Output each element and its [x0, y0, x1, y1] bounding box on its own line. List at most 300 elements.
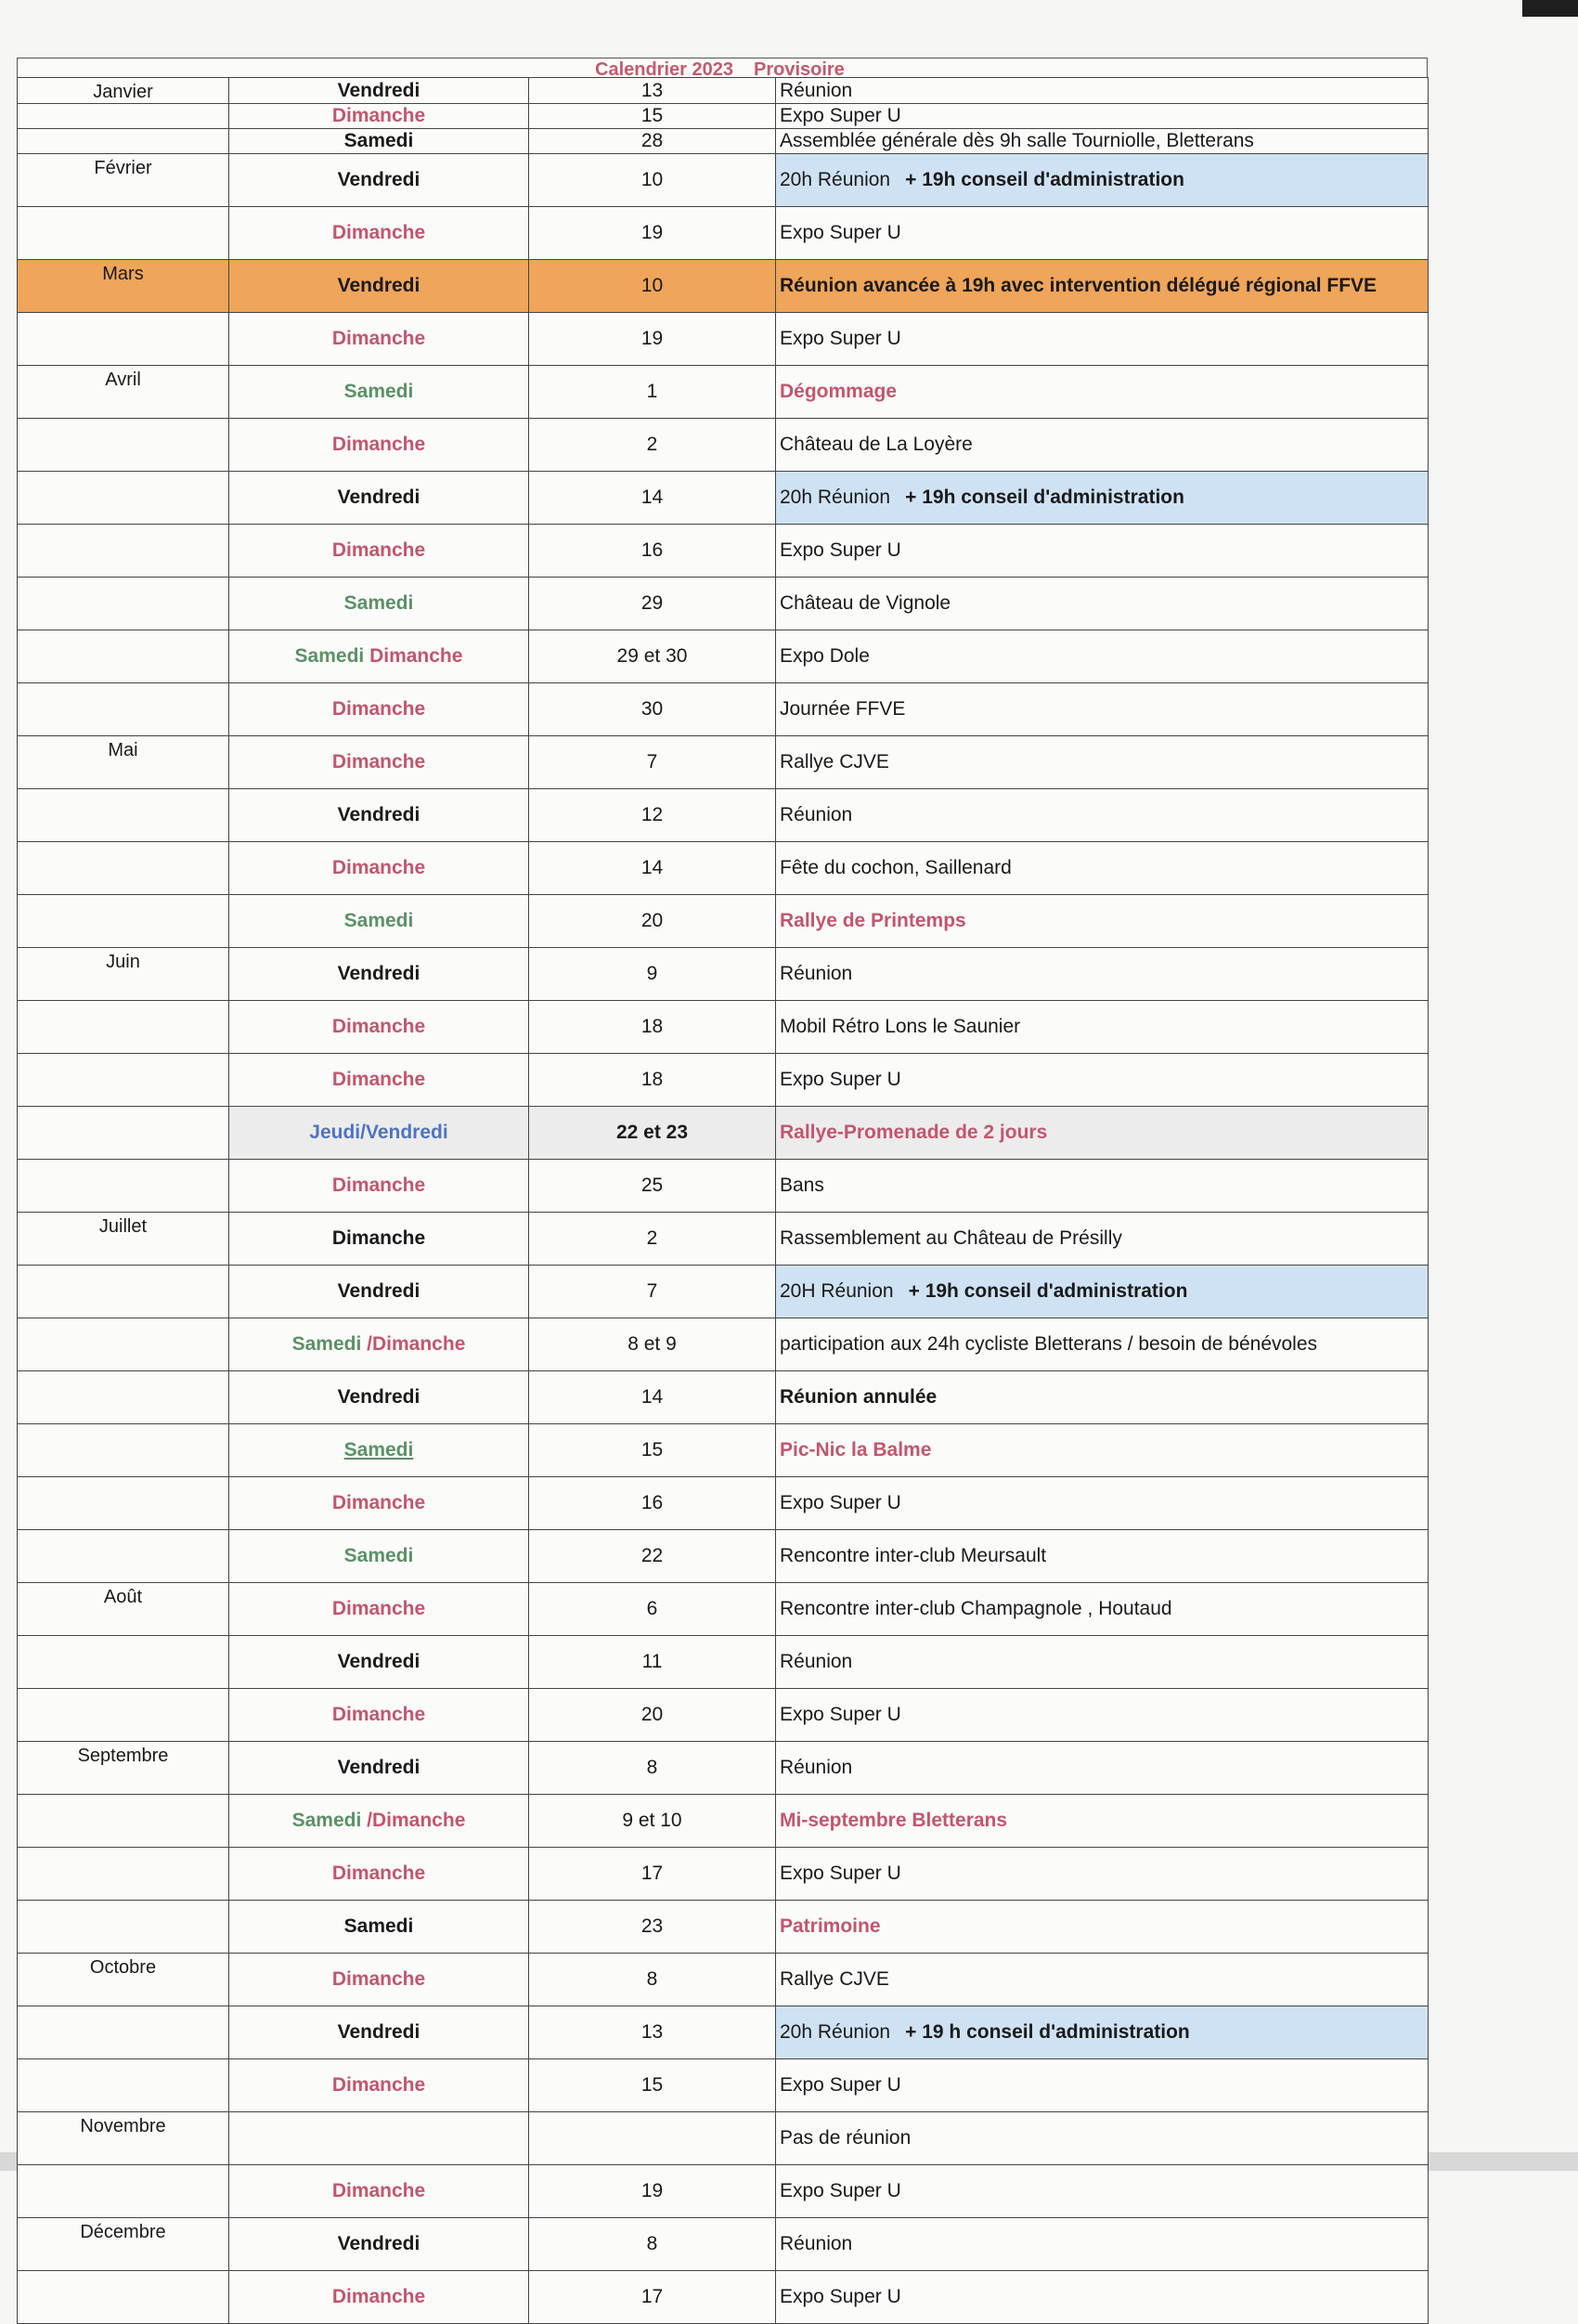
event-cell: [776, 2271, 1429, 2324]
month-label: Décembre: [80, 2222, 166, 2242]
date-cell: [529, 366, 776, 419]
table-row: [18, 1160, 1429, 1213]
date-cell: [529, 1901, 776, 1954]
weekday-label: Vendredi: [337, 275, 420, 296]
date-value: 18: [640, 1069, 664, 1090]
event-text: Assemblée générale dès 9h salle Tourniolle, Bletterans: [780, 130, 1254, 151]
weekday-label: Dimanche: [331, 2180, 426, 2201]
month-cell: [18, 313, 229, 366]
month-cell: [18, 789, 229, 842]
table-row: [18, 789, 1429, 842]
title-main: Calendrier 2023: [595, 59, 733, 80]
event-cell: [776, 683, 1429, 736]
date-value: 8: [646, 2233, 658, 2254]
table-row: [18, 2165, 1429, 2218]
month-cell: [18, 2006, 229, 2059]
event-text: Réunion: [780, 79, 853, 101]
month-cell: [18, 129, 229, 154]
date-value: 16: [640, 539, 664, 561]
event-cell: [776, 419, 1429, 472]
month-cell: [18, 2165, 229, 2218]
weekday-label: Dimanche: [331, 328, 426, 349]
table-row: [18, 1001, 1429, 1054]
month-cell: [18, 366, 229, 419]
event-cell: [776, 104, 1429, 129]
date-cell: [529, 1954, 776, 2006]
page-title: [595, 59, 845, 81]
date-value: 16: [640, 1492, 664, 1513]
month-cell: [18, 525, 229, 578]
event-text: Rencontre inter-club Meursault: [780, 1545, 1047, 1566]
date-cell: [529, 578, 776, 630]
event-cell: [776, 2059, 1429, 2112]
event-text: Expo Dole: [780, 645, 870, 667]
month-cell: [18, 630, 229, 683]
weekday-label: Samedi: [291, 1333, 362, 1355]
date-cell: [529, 1213, 776, 1266]
table-row: [18, 1266, 1429, 1318]
event-text: Expo Super U: [780, 2180, 901, 2201]
event-cell: [776, 1530, 1429, 1583]
date-cell: [529, 1742, 776, 1795]
event-cell: [776, 736, 1429, 789]
weekday-label: Dimanche: [331, 1016, 426, 1037]
month-cell: [18, 1848, 229, 1901]
day-cell: [229, 472, 529, 525]
date-value: 23: [640, 1915, 664, 1937]
day-cell: [229, 2059, 529, 2112]
weekday-label: Vendredi: [337, 1386, 420, 1408]
event-cell: [776, 1266, 1429, 1318]
date-cell: [529, 948, 776, 1001]
date-value: 13: [640, 2021, 664, 2043]
month-cell: [18, 736, 229, 789]
day-cell: [229, 1054, 529, 1107]
event-text: Expo Super U: [780, 105, 901, 126]
event-cell: [776, 1742, 1429, 1795]
day-cell: [229, 2218, 529, 2271]
date-value: 11: [641, 1651, 663, 1672]
month-cell: [18, 895, 229, 948]
event-text: Réunion avancée à 19h avec intervention délégué régional FFVE: [780, 275, 1378, 296]
date-value: 8: [646, 1968, 658, 1990]
date-cell: [529, 736, 776, 789]
event-cell: [776, 1636, 1429, 1689]
event-text: 20h Réunion: [780, 169, 891, 190]
month-cell: [18, 104, 229, 129]
day-cell: [229, 1107, 529, 1160]
month-cell: [18, 1583, 229, 1636]
month-cell: [18, 1954, 229, 2006]
date-cell: [529, 129, 776, 154]
weekday-label: Jeudi/Vendredi: [309, 1122, 448, 1143]
day-cell: [229, 525, 529, 578]
title-sub: Provisoire: [753, 59, 845, 80]
table-row: [18, 1107, 1429, 1160]
event-cell: [776, 1160, 1429, 1213]
event-text: 20h Réunion: [780, 2021, 891, 2043]
weekday-label: Dimanche: [331, 1227, 426, 1249]
table-row: [18, 842, 1429, 895]
date-value: 19: [640, 2180, 664, 2201]
weekday-label: Vendredi: [337, 1651, 420, 1672]
date-value: 17: [640, 2286, 664, 2307]
event-cell: [776, 842, 1429, 895]
date-value: 15: [640, 2074, 664, 2096]
month-cell: [18, 683, 229, 736]
event-text: Expo Super U: [780, 328, 901, 349]
day-cell: [229, 1901, 529, 1954]
month-cell: [18, 1054, 229, 1107]
date-cell: [529, 472, 776, 525]
date-cell: [529, 1424, 776, 1477]
table-row: [18, 1477, 1429, 1530]
date-value: 15: [640, 105, 664, 126]
day-cell: [229, 1266, 529, 1318]
date-cell: [529, 78, 776, 104]
date-cell: [529, 313, 776, 366]
date-cell: [529, 2271, 776, 2324]
event-cell: [776, 578, 1429, 630]
event-text: Expo Super U: [780, 2286, 901, 2307]
event-extra-text: + 19h conseil d'administration: [905, 169, 1184, 190]
scan-edge-dark: [1522, 0, 1578, 17]
day-cell: [229, 1742, 529, 1795]
table-row: [18, 1636, 1429, 1689]
month-cell: [18, 1160, 229, 1213]
event-text: 20H Réunion: [780, 1280, 894, 1302]
event-text: Expo Super U: [780, 2074, 901, 2096]
event-cell: [776, 1213, 1429, 1266]
weekday-label: Dimanche: [331, 1704, 426, 1725]
month-cell: [18, 1266, 229, 1318]
day-cell: [229, 2006, 529, 2059]
date-cell: [529, 630, 776, 683]
weekday-label: Vendredi: [337, 804, 420, 825]
date-cell: [529, 154, 776, 207]
day-cell: [229, 1371, 529, 1424]
event-cell: [776, 472, 1429, 525]
table-row: [18, 1213, 1429, 1266]
day-cell: [229, 1213, 529, 1266]
date-value: 30: [640, 698, 664, 720]
table-row: [18, 207, 1429, 260]
table-row: [18, 1954, 1429, 2006]
month-cell: [18, 1742, 229, 1795]
table-row: [18, 1742, 1429, 1795]
day-cell: [229, 1318, 529, 1371]
event-cell: [776, 789, 1429, 842]
event-cell: [776, 1318, 1429, 1371]
table-row: [18, 1530, 1429, 1583]
table-row: [18, 1424, 1429, 1477]
day-cell: [229, 2165, 529, 2218]
event-cell: [776, 2006, 1429, 2059]
event-text: participation aux 24h cycliste Bletterans / besoin de bénévoles: [780, 1333, 1318, 1355]
day-cell: [229, 1477, 529, 1530]
table-row: [18, 129, 1429, 154]
event-cell: [776, 129, 1429, 154]
date-value: 9: [646, 963, 658, 984]
weekday-label: Vendredi: [337, 1280, 420, 1302]
date-value: 7: [646, 1280, 658, 1302]
weekday-label: Samedi: [343, 1545, 414, 1566]
day-cell: [229, 207, 529, 260]
event-text: Réunion: [780, 1757, 853, 1778]
table-row: [18, 1901, 1429, 1954]
day-cell: [229, 1848, 529, 1901]
date-value: 9 et 10: [622, 1810, 682, 1831]
weekday-label: Dimanche: [331, 1492, 426, 1513]
date-value: 20: [640, 1704, 664, 1725]
day-cell: [229, 1954, 529, 2006]
date-cell: [529, 1848, 776, 1901]
event-text: Pic-Nic la Balme: [780, 1439, 932, 1461]
month-label: Octobre: [89, 1957, 157, 1978]
weekday-label: Dimanche: [331, 1175, 426, 1196]
date-cell: [529, 1689, 776, 1742]
date-cell: [529, 1477, 776, 1530]
event-text: Bans: [780, 1175, 824, 1196]
weekday-label: Vendredi: [337, 79, 420, 101]
day-cell: [229, 948, 529, 1001]
date-cell: [529, 1636, 776, 1689]
event-cell: [776, 1477, 1429, 1530]
date-cell: [529, 1371, 776, 1424]
event-text: Expo Super U: [780, 1704, 901, 1725]
event-cell: [776, 1001, 1429, 1054]
event-text: Dégommage: [780, 381, 898, 402]
event-text: Rallye CJVE: [780, 751, 889, 773]
month-cell: [18, 842, 229, 895]
weekday-label: Dimanche: [331, 222, 426, 243]
month-cell: [18, 1477, 229, 1530]
day-cell: [229, 683, 529, 736]
day-cell: [229, 313, 529, 366]
date-value: 19: [640, 328, 664, 349]
month-cell: [18, 154, 229, 207]
weekday-label-second: Dimanche: [369, 645, 463, 667]
event-text: Expo Super U: [780, 1863, 901, 1884]
table-row: [18, 260, 1429, 313]
date-value: 7: [646, 751, 658, 773]
table-row: [18, 1848, 1429, 1901]
weekday-label: Samedi: [343, 1915, 414, 1937]
event-text: Rallye CJVE: [780, 1968, 889, 1990]
day-cell: [229, 630, 529, 683]
table-row: [18, 1583, 1429, 1636]
date-value: 28: [640, 130, 664, 151]
table-row: [18, 419, 1429, 472]
weekday-label: Dimanche: [331, 2074, 426, 2096]
weekday-label: Dimanche: [331, 1968, 426, 1990]
date-cell: [529, 2006, 776, 2059]
event-text: Réunion: [780, 1651, 853, 1672]
table-row: [18, 948, 1429, 1001]
date-value: 14: [640, 857, 664, 878]
event-cell: [776, 2218, 1429, 2271]
month-cell: [18, 1689, 229, 1742]
date-value: 22 et 23: [615, 1122, 689, 1143]
calendar-table: [17, 77, 1429, 2324]
event-cell: [776, 1583, 1429, 1636]
table-row: [18, 736, 1429, 789]
month-label: Avril: [105, 370, 141, 390]
day-cell: [229, 2112, 529, 2165]
month-cell: [18, 1213, 229, 1266]
month-cell: [18, 1636, 229, 1689]
table-row: [18, 1689, 1429, 1742]
month-label: Juillet: [98, 1216, 148, 1237]
table-row: [18, 578, 1429, 630]
date-value: 6: [646, 1598, 658, 1619]
day-cell: [229, 260, 529, 313]
month-cell: [18, 1901, 229, 1954]
weekday-label: Dimanche: [331, 434, 426, 455]
month-cell: [18, 578, 229, 630]
weekday-label: Dimanche: [331, 105, 426, 126]
event-text: Rallye-Promenade de 2 jours: [780, 1122, 1048, 1143]
date-cell: [529, 1583, 776, 1636]
table-row: [18, 2112, 1429, 2165]
month-cell: [18, 948, 229, 1001]
event-cell: [776, 1848, 1429, 1901]
date-value: 19: [640, 222, 664, 243]
table-row: [18, 78, 1429, 104]
table-row: [18, 1054, 1429, 1107]
event-text: Patrimoine: [780, 1915, 881, 1937]
event-text: Expo Super U: [780, 1069, 901, 1090]
month-cell: [18, 207, 229, 260]
date-cell: [529, 1107, 776, 1160]
event-text: Mobil Rétro Lons le Saunier: [780, 1016, 1021, 1037]
date-cell: [529, 1266, 776, 1318]
date-cell: [529, 1795, 776, 1848]
event-text: Mi-septembre Bletterans: [780, 1810, 1008, 1831]
month-cell: [18, 2271, 229, 2324]
date-cell: [529, 789, 776, 842]
date-value: 12: [640, 804, 664, 825]
weekday-label: Samedi: [343, 1439, 414, 1461]
date-value: 15: [640, 1439, 664, 1461]
day-cell: [229, 1689, 529, 1742]
date-value: 2: [646, 434, 658, 455]
date-cell: [529, 2059, 776, 2112]
event-cell: [776, 313, 1429, 366]
date-value: 1: [646, 381, 658, 402]
weekday-label: Vendredi: [337, 1757, 420, 1778]
date-value: 22: [640, 1545, 664, 1566]
event-text: 20h Réunion: [780, 487, 891, 508]
month-cell: [18, 1424, 229, 1477]
weekday-label: Dimanche: [331, 1069, 426, 1090]
table-row: [18, 895, 1429, 948]
day-cell: [229, 1795, 529, 1848]
event-text: Expo Super U: [780, 222, 901, 243]
day-cell: [229, 1636, 529, 1689]
event-text: Rallye de Printemps: [780, 910, 966, 931]
day-cell: [229, 1583, 529, 1636]
day-cell: [229, 419, 529, 472]
day-cell: [229, 578, 529, 630]
day-cell: [229, 2271, 529, 2324]
month-cell: [18, 1001, 229, 1054]
date-value: 10: [640, 275, 664, 296]
date-cell: [529, 207, 776, 260]
weekday-label: Vendredi: [337, 2233, 420, 2254]
day-cell: [229, 78, 529, 104]
event-cell: [776, 630, 1429, 683]
date-value: 8 et 9: [627, 1333, 677, 1355]
weekday-label: Samedi: [291, 1810, 362, 1831]
event-cell: [776, 2165, 1429, 2218]
table-row: [18, 1318, 1429, 1371]
month-label: Mars: [102, 264, 144, 284]
date-value: 17: [640, 1863, 664, 1884]
weekday-label: Dimanche: [331, 698, 426, 720]
weekday-label-second: /Dimanche: [367, 1810, 466, 1831]
event-text: Réunion: [780, 804, 853, 825]
date-value: 20: [640, 910, 664, 931]
date-value: 29: [640, 592, 664, 614]
event-cell: [776, 366, 1429, 419]
table-row: [18, 104, 1429, 129]
day-cell: [229, 1424, 529, 1477]
month-cell: [18, 2059, 229, 2112]
weekday-label: Vendredi: [337, 963, 420, 984]
date-cell: [529, 1318, 776, 1371]
month-label: Novembre: [80, 2116, 166, 2136]
month-cell: [18, 1107, 229, 1160]
title-row: [17, 58, 1428, 80]
month-label: Mai: [108, 740, 138, 760]
event-cell: [776, 948, 1429, 1001]
date-value: 18: [640, 1016, 664, 1037]
day-cell: [229, 104, 529, 129]
date-cell: [529, 683, 776, 736]
date-cell: [529, 2112, 776, 2165]
date-value: 2: [646, 1227, 658, 1249]
day-cell: [229, 789, 529, 842]
date-cell: [529, 104, 776, 129]
weekday-label: Dimanche: [331, 751, 426, 773]
event-text: Rassemblement au Château de Présilly: [780, 1227, 1122, 1249]
day-cell: [229, 842, 529, 895]
event-text: Réunion: [780, 2233, 853, 2254]
table-row: [18, 2271, 1429, 2324]
month-cell: [18, 1371, 229, 1424]
weekday-label: Samedi: [343, 381, 414, 402]
date-cell: [529, 525, 776, 578]
month-cell: [18, 1530, 229, 1583]
event-text: Journée FFVE: [780, 698, 906, 720]
event-text: Château de La Loyère: [780, 434, 973, 455]
weekday-label: Dimanche: [331, 539, 426, 561]
table-row: [18, 2218, 1429, 2271]
date-cell: [529, 842, 776, 895]
table-row: [18, 313, 1429, 366]
month-label: Février: [94, 158, 152, 178]
day-cell: [229, 736, 529, 789]
event-text: Expo Super U: [780, 1492, 901, 1513]
event-cell: [776, 1371, 1429, 1424]
month-cell: [18, 78, 229, 104]
month-label: Janvier: [93, 82, 153, 102]
table-row: [18, 472, 1429, 525]
weekday-label: Dimanche: [331, 2286, 426, 2307]
event-cell: [776, 1954, 1429, 2006]
month-cell: [18, 260, 229, 313]
